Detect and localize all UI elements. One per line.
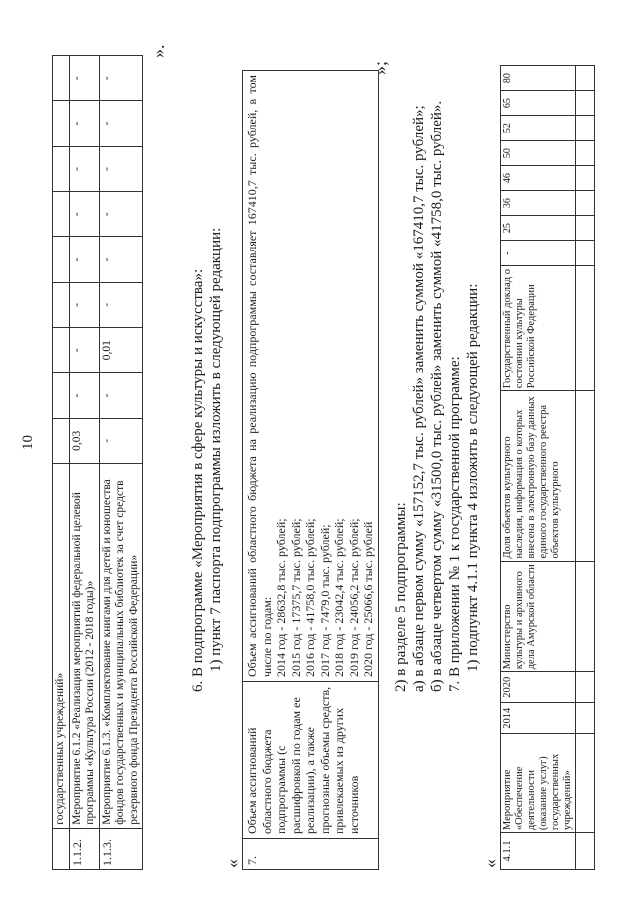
empty-cell bbox=[576, 241, 595, 266]
empty-cell bbox=[576, 833, 595, 870]
year-line: 2018 год - 23042,4 тыс. рублей; bbox=[332, 518, 346, 677]
row-number bbox=[53, 828, 70, 869]
value-cell bbox=[53, 56, 70, 101]
year-line: 2014 год - 28632,8 тыс. рублей; bbox=[274, 518, 288, 677]
value-cell bbox=[53, 146, 70, 191]
value-cell bbox=[53, 101, 70, 146]
value-cell: 46 bbox=[501, 166, 576, 191]
row-text: Мероприятие 6.1.3. «Комплектование книгами для детей и юношества фондов государственных и муниципальных библиотек за счет средств резервного фонда Президента Российской Федерации» bbox=[99, 464, 143, 829]
empty-cell bbox=[576, 166, 595, 191]
value-cell: 0,03 bbox=[69, 418, 99, 463]
row-text: Мероприятие 6.1.2 «Реализация мероприятий федеральной целевой программы «Культура России (2012 - 2018 годы)» bbox=[69, 464, 99, 829]
page-number: 10 bbox=[20, 435, 36, 450]
value-cell: - bbox=[99, 101, 143, 146]
value-cell: - bbox=[69, 373, 99, 418]
empty-cell bbox=[576, 191, 595, 216]
year-to: 2020 bbox=[501, 672, 576, 703]
section6-heading: 6. В подпрограмме «Мероприятия в сфере культуры и искусства»: bbox=[190, 268, 206, 692]
value-cell: 0,01 bbox=[99, 328, 143, 373]
funding-row bbox=[53, 56, 70, 870]
event-name: Мероприятие «Обеспечение деятельности (оказание услуг) государственных учреждений» bbox=[501, 734, 576, 833]
empty-cell bbox=[576, 91, 595, 116]
year-line: 2015 год - 17375,7 тыс. рублей; bbox=[288, 518, 303, 677]
value-cell: - bbox=[501, 241, 576, 266]
empty-cell bbox=[576, 141, 595, 166]
empty-cell bbox=[576, 703, 595, 734]
close-quote-1: ». bbox=[148, 44, 168, 58]
row-text: государственных учреждений» bbox=[53, 464, 70, 829]
value-cell bbox=[53, 237, 70, 282]
empty-cell bbox=[576, 734, 595, 833]
value-cell: - bbox=[69, 101, 99, 146]
empty-cell bbox=[576, 216, 595, 241]
passport-table bbox=[242, 70, 379, 870]
row-number: 1.1.2. bbox=[69, 828, 99, 869]
responsible-org: Министерство культуры и архивного дела Амурской области bbox=[501, 561, 576, 672]
rotated-document-page bbox=[20, 10, 625, 870]
value-cell: 36 bbox=[501, 191, 576, 216]
value-cell: 25 bbox=[501, 216, 576, 241]
funding-row bbox=[99, 56, 143, 870]
funding-table bbox=[52, 55, 143, 870]
para-subpoint: 1) подпункт 4.1.1 пункта 4 изложить в следующей редакции: bbox=[465, 283, 481, 672]
passport-item-label: Объем ассигнований областного бюджета подпрограммы (с расшифровкой по годам ее реализации), а также прогнозные объемы средств, привлекаемых из других источников bbox=[243, 682, 379, 839]
empty-cell bbox=[576, 66, 595, 91]
passport-value-head: Объем ассигнований областного бюджета на реализацию подпрограммы составляет 167410,7 тыс. рублей, в том числе по годам: bbox=[245, 75, 274, 677]
empty-cell bbox=[576, 266, 595, 391]
year-from: 2014 bbox=[501, 703, 576, 734]
value-cell: - bbox=[69, 56, 99, 101]
value-cell: - bbox=[99, 146, 143, 191]
value-cell: 50 bbox=[501, 141, 576, 166]
appendix-table bbox=[500, 65, 595, 870]
para-a: а) в абзаце первом сумму «157152,7 тыс. рублей» заменить суммой «167410,7 тыс. рублей»; bbox=[411, 105, 427, 692]
value-cell: - bbox=[69, 328, 99, 373]
passport-item-number: 7. bbox=[243, 839, 379, 870]
value-cell: 80 bbox=[501, 66, 576, 91]
row-number: 4.1.1 bbox=[501, 833, 576, 870]
value-cell: - bbox=[99, 282, 143, 327]
section6-item1: 1) пункт 7 паспорта подпрограммы изложить в следующей редакции: bbox=[208, 227, 224, 672]
value-cell: - bbox=[69, 237, 99, 282]
para-appendix: 7. В приложении № 1 к государственной программе: bbox=[447, 356, 463, 692]
value-cell: - bbox=[69, 192, 99, 237]
value-cell bbox=[53, 328, 70, 373]
value-cell: 52 bbox=[501, 116, 576, 141]
value-cell: - bbox=[69, 282, 99, 327]
value-cell: - bbox=[99, 56, 143, 101]
passport-item-value bbox=[243, 71, 379, 682]
close-quote-2: »; bbox=[370, 60, 390, 75]
value-cell bbox=[53, 418, 70, 463]
value-cell: - bbox=[99, 418, 143, 463]
para-section5: 2) в разделе 5 подпрограммы: bbox=[393, 502, 409, 692]
value-cell: - bbox=[69, 146, 99, 191]
year-line: 2020 год - 25066,6 тыс. рублей bbox=[361, 521, 375, 677]
empty-cell bbox=[576, 116, 595, 141]
value-cell: - bbox=[99, 373, 143, 418]
year-line: 2017 год - 7479,0 тыс. рублей; bbox=[317, 524, 332, 677]
open-quote-2: « bbox=[222, 859, 242, 868]
empty-cell bbox=[576, 672, 595, 703]
open-quote-3: « bbox=[480, 859, 500, 868]
funding-row bbox=[69, 56, 99, 870]
row-number: 1.1.3. bbox=[99, 828, 143, 869]
value-cell bbox=[53, 282, 70, 327]
value-cell: - bbox=[99, 237, 143, 282]
para-b: б) в абзаце четвертом сумму «31500,0 тыс. рублей» заменить суммой «41758,0 тыс. рублей». bbox=[429, 100, 445, 692]
source: Государственный доклад о состоянии культуры Российской Федерации bbox=[501, 266, 576, 391]
indicator: Доля объектов культурного наследия, информация о которых внесена в электронную базу данных единого государственного реестра объектов культурного bbox=[501, 391, 576, 561]
value-cell bbox=[53, 192, 70, 237]
value-cell: 65 bbox=[501, 91, 576, 116]
year-line: 2016 год - 41758,0 тыс. рублей; bbox=[303, 518, 317, 677]
value-cell: - bbox=[99, 192, 143, 237]
value-cell bbox=[53, 373, 70, 418]
empty-cell bbox=[576, 391, 595, 561]
empty-cell bbox=[576, 561, 595, 672]
year-line: 2019 год - 24056,2 тыс. рублей; bbox=[346, 518, 361, 677]
